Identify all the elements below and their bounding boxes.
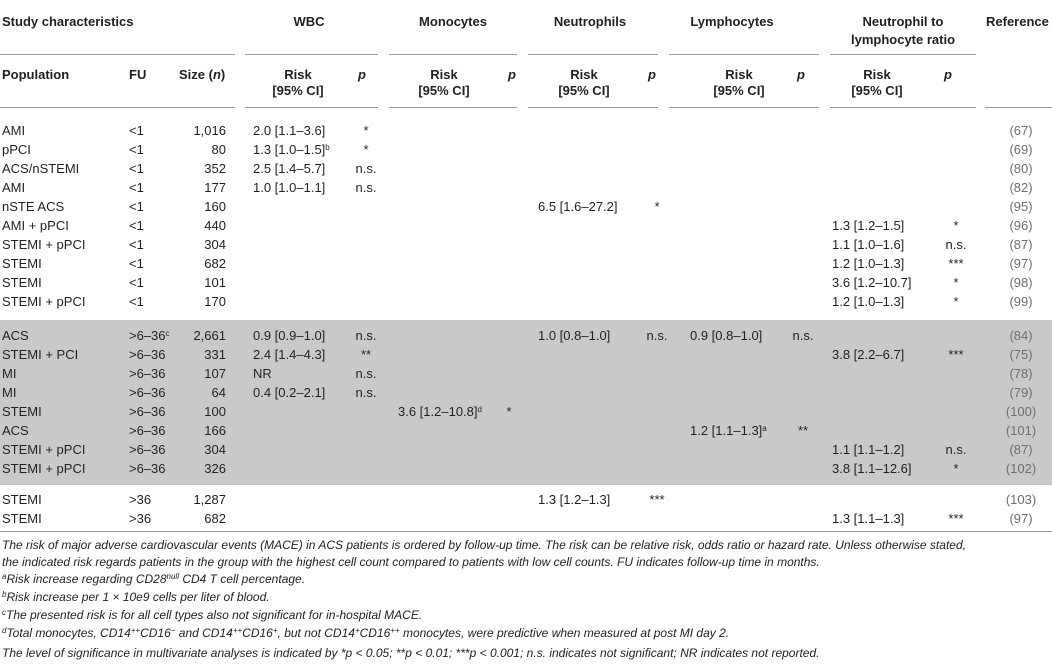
cell-nlr-p: *** <box>948 511 964 526</box>
cell-nlr-risk: 3.8 [1.1–12.6] <box>832 461 912 476</box>
cell-neut-risk: 1.0 [0.8–1.0] <box>538 328 611 343</box>
header-neutrophils: Neutrophils <box>553 14 627 29</box>
cell-wbc-p: n.s. <box>355 366 377 381</box>
header-nlr-line2: lymphocyte ratio <box>850 32 956 47</box>
cell-nlr-p: * <box>953 461 959 476</box>
table-row <box>0 383 1052 402</box>
cell-size: 304 <box>204 442 226 457</box>
subheader-rule-wbc <box>245 107 378 108</box>
cell-nlr-risk: 3.6 [1.2–10.7] <box>832 275 912 290</box>
table-row <box>0 326 1052 345</box>
table-row <box>0 459 1052 478</box>
subheader-wbc-risk: Risk [95% CI] <box>272 67 324 98</box>
header-rule-lymph <box>669 54 819 55</box>
header-rule-study <box>0 54 235 55</box>
cell-wbc-p: * <box>363 123 369 138</box>
cell-wbc-risk: 1.3 $[1.0-1.5]^b$ <box>253 142 330 157</box>
cell-size: 101 <box>204 275 226 290</box>
footnote-marker: b <box>325 143 330 152</box>
cell-reference: (67) <box>1009 123 1033 138</box>
cell-size: 1,287 <box>193 492 226 507</box>
cell-size: 1,016 <box>193 123 226 138</box>
cell-size: 304 <box>204 237 226 252</box>
cell-size: 352 <box>204 161 226 176</box>
cell-wbc-risk: 1.0 [1.0–1.1] <box>253 180 326 195</box>
header-monocytes: Monocytes <box>419 14 487 29</box>
subheader-rule-nlr <box>830 107 976 108</box>
subheader-rule-mono <box>389 107 517 108</box>
cell-reference: (79) <box>1009 385 1033 400</box>
subheader-neut-p: p <box>648 67 656 82</box>
cell-fu: >6–36 <box>129 442 166 457</box>
cell-size: 80 <box>211 142 226 157</box>
table-row <box>0 121 1052 140</box>
subheader-rule-lymph <box>669 107 819 108</box>
table-row <box>0 140 1052 159</box>
cell-nlr-p: * <box>953 218 959 233</box>
cell-wbc-risk: 2.5 [1.4–5.7] <box>253 161 326 176</box>
cell-size: 170 <box>204 294 226 309</box>
footnote-marker: c <box>165 329 170 338</box>
subheader-size: Size (n) <box>179 67 226 82</box>
cell-lymph-p: ** <box>797 423 809 438</box>
cell-fu: <1 <box>129 218 144 233</box>
cell-wbc-p: n.s. <box>355 328 377 343</box>
subheader-fu: FU <box>129 67 147 82</box>
cell-reference: (87) <box>1009 442 1033 457</box>
cell-size: 2,661 <box>193 328 226 343</box>
cell-nlr-p: n.s. <box>945 237 967 252</box>
cell-wbc-p: ** <box>360 347 372 362</box>
table-row <box>0 235 1052 254</box>
subheader-rule-study <box>0 107 235 108</box>
cell-population: STEMI <box>2 404 42 419</box>
cell-reference: (84) <box>1009 328 1033 343</box>
header-rule-mono <box>389 54 517 55</box>
header-nlr-line1: Neutrophil to <box>862 14 944 29</box>
table-row <box>0 273 1052 292</box>
cell-mono-risk: 3.6 $[1.2-10.8]^d$ <box>398 404 482 419</box>
cell-nlr-p: *** <box>948 347 964 362</box>
header-lymphocytes: Lymphocytes <box>690 14 774 29</box>
header-rule-wbc <box>245 54 378 55</box>
cell-lymph-risk: 0.9 [0.8–1.0] <box>690 328 763 343</box>
table-row <box>0 345 1052 364</box>
header-wbc: WBC <box>293 14 325 29</box>
cell-fu: <1 <box>129 275 144 290</box>
cell-reference: (103) <box>1005 492 1037 507</box>
cell-population: ACS/nSTEMI <box>2 161 80 176</box>
cell-population: ACS <box>2 328 29 343</box>
cell-population: ACS <box>2 423 29 438</box>
cell-population: STEMI <box>2 256 42 271</box>
cell-nlr-p: *** <box>948 256 964 271</box>
cell-size: 177 <box>204 180 226 195</box>
cell-nlr-risk: 1.3 [1.1–1.3] <box>832 511 905 526</box>
cell-lymph-risk: 1.2 $[1.1-1.3]^a$ <box>690 423 767 438</box>
cell-nlr-risk: 3.8 [2.2–6.7] <box>832 347 905 362</box>
cell-wbc-p: * <box>363 142 369 157</box>
cell-lymph-p: n.s. <box>792 328 814 343</box>
footnote-significance: The level of significance in multivariate analyses is indicated by *p < 0.05; **p < 0.01; ***p < 0.001; n.s. indicates not significant; NR indicates not reported. <box>2 646 820 660</box>
table-row <box>0 254 1052 273</box>
cell-nlr-risk: 1.1 [1.1–1.2] <box>832 442 905 457</box>
cell-size: 100 <box>204 404 226 419</box>
table-row <box>0 440 1052 459</box>
subheader-rule-neut <box>528 107 658 108</box>
cell-nlr-risk: 1.1 [1.0–1.6] <box>832 237 905 252</box>
cell-fu: >6–36 <box>129 423 166 438</box>
cell-fu: <1 <box>129 199 144 214</box>
cell-nlr-risk: 1.3 [1.2–1.5] <box>832 218 905 233</box>
footnote-b: $^b$Risk increase per 1 × 10e9 cells per liter of blood. <box>2 590 270 604</box>
cell-wbc-risk: NR <box>253 366 272 381</box>
table-row <box>0 216 1052 235</box>
cell-reference: (87) <box>1009 237 1033 252</box>
cell-population: STEMI + PCI <box>2 347 79 362</box>
header-rule-nlr <box>830 54 976 55</box>
cell-population: STEMI + pPCI <box>2 461 86 476</box>
cell-reference: (97) <box>1009 511 1033 526</box>
cell-population: STEMI <box>2 275 42 290</box>
cell-fu: <1 <box>129 123 144 138</box>
subheader-wbc-p: p <box>358 67 366 82</box>
cell-reference: (95) <box>1009 199 1033 214</box>
cell-population: MI <box>2 366 17 381</box>
cell-wbc-risk: 0.4 [0.2–2.1] <box>253 385 326 400</box>
subheader-rule-ref <box>985 107 1052 108</box>
footnote-marker: d <box>477 405 482 414</box>
cell-fu: <1 <box>129 237 144 252</box>
subheader-population: Population <box>2 67 70 82</box>
table-row <box>0 421 1052 440</box>
header-study-characteristics: Study characteristics <box>2 14 134 29</box>
cell-fu: >6–36 <box>129 385 166 400</box>
cell-size: 440 <box>204 218 226 233</box>
table-bottom-rule <box>0 531 1052 532</box>
cell-population: STEMI <box>2 511 42 526</box>
subheader-mono-p: p <box>508 67 516 82</box>
cell-size: 682 <box>204 511 226 526</box>
footnote-intro-2: the indicated risk regards patients in the group with the highest cell count compared to patients with low cell counts. FU indicates follow-up time in months. <box>2 555 820 569</box>
cell-fu: >36 <box>129 492 152 507</box>
cell-nlr-risk: 1.2 [1.0–1.3] <box>832 256 905 271</box>
cell-reference: (78) <box>1009 366 1033 381</box>
cell-neut-risk: 1.3 [1.2–1.3] <box>538 492 611 507</box>
cell-fu: >6–36 <box>129 461 166 476</box>
cell-nlr-risk: 1.2 [1.0–1.3] <box>832 294 905 309</box>
cell-population: nSTE ACS <box>2 199 65 214</box>
cell-fu: >6–36 <box>129 347 166 362</box>
cell-reference: (99) <box>1009 294 1033 309</box>
cell-population: AMI <box>2 123 26 138</box>
subheader-neut-risk: Risk [95% CI] <box>558 67 610 98</box>
cell-size: 107 <box>204 366 226 381</box>
table-row <box>0 178 1052 197</box>
cell-size: 64 <box>211 385 226 400</box>
table-row <box>0 402 1052 421</box>
cell-neut-p: * <box>654 199 660 214</box>
footnote-intro-1: The risk of major adverse cardiovascular events (MACE) in ACS patients is ordered by follow-up time. The risk can be relative risk, odds ratio or hazard rate. Unless otherwise stated, <box>2 538 966 552</box>
subheader-mono-risk: Risk [95% CI] <box>418 67 470 98</box>
cell-reference: (69) <box>1009 142 1033 157</box>
cell-wbc-risk: 2.4 [1.4–4.3] <box>253 347 326 362</box>
cell-reference: (102) <box>1005 461 1037 476</box>
cell-fu: >36 <box>129 511 152 526</box>
cell-nlr-p: n.s. <box>945 442 967 457</box>
cell-fu: >6–36 <box>129 404 166 419</box>
cell-reference: (101) <box>1005 423 1037 438</box>
cell-fu: <1 <box>129 180 144 195</box>
cell-fu: <1 <box>129 294 144 309</box>
cell-reference: (82) <box>1009 180 1033 195</box>
table-row <box>0 159 1052 178</box>
header-reference: Reference <box>986 14 1049 29</box>
cell-reference: (96) <box>1009 218 1033 233</box>
cell-wbc-risk: 2.0 [1.1–3.6] <box>253 123 326 138</box>
cell-population: STEMI + pPCI <box>2 442 86 457</box>
cell-population: pPCI <box>2 142 31 157</box>
cell-nlr-p: * <box>953 294 959 309</box>
cell-fu: <1 <box>129 142 144 157</box>
cell-population: STEMI + pPCI <box>2 294 86 309</box>
footnote-d: $^d$Total monocytes, CD14++CD16− and CD14++CD16+, but not CD14+CD16++ monocytes, were predictive when measured at post MI day 2. <box>2 626 730 640</box>
cell-fu: $>6-36^c$ <box>129 328 170 343</box>
cell-population: STEMI + pPCI <box>2 237 86 252</box>
cell-fu: >6–36 <box>129 366 166 381</box>
cell-size: 331 <box>204 347 226 362</box>
table-row <box>0 490 1052 509</box>
cell-size: 166 <box>204 423 226 438</box>
cell-reference: (75) <box>1009 347 1033 362</box>
cell-neut-risk: 6.5 [1.6–27.2] <box>538 199 618 214</box>
cell-population: AMI <box>2 180 26 195</box>
footnote-marker: a <box>762 424 767 433</box>
subheader-nlr-p: p <box>944 67 952 82</box>
cell-reference: (80) <box>1009 161 1033 176</box>
cell-fu: <1 <box>129 161 144 176</box>
cell-size: 326 <box>204 461 226 476</box>
cell-size: 160 <box>204 199 226 214</box>
header-rule-neut <box>528 54 658 55</box>
cell-neut-p: n.s. <box>646 328 668 343</box>
cell-reference: (97) <box>1009 256 1033 271</box>
subheader-lymph-risk: Risk [95% CI] <box>713 67 765 98</box>
cell-reference: (100) <box>1005 404 1037 419</box>
cell-neut-p: *** <box>649 492 665 507</box>
subheader-nlr-risk: Risk [95% CI] <box>851 67 903 98</box>
cell-wbc-p: n.s. <box>355 385 377 400</box>
cell-population: STEMI <box>2 492 42 507</box>
cell-population: AMI + pPCI <box>2 218 69 233</box>
cell-population: MI <box>2 385 17 400</box>
footnote-c: $^c$The presented risk is for all cell types also not significant for in-hospital MACE. <box>2 608 423 622</box>
table-row <box>0 364 1052 383</box>
table-row <box>0 197 1052 216</box>
subheader-lymph-p: p <box>797 67 805 82</box>
cell-wbc-risk: 0.9 [0.9–1.0] <box>253 328 326 343</box>
cell-fu: <1 <box>129 256 144 271</box>
footnote-a: $^a$Risk increase regarding $CD28^{null}$ CD4 T cell percentage. <box>2 572 306 586</box>
cell-mono-p: * <box>506 404 512 419</box>
cell-wbc-p: n.s. <box>355 161 377 176</box>
cell-reference: (98) <box>1009 275 1033 290</box>
cell-wbc-p: n.s. <box>355 180 377 195</box>
table-row <box>0 292 1052 311</box>
cell-nlr-p: * <box>953 275 959 290</box>
cell-size: 682 <box>204 256 226 271</box>
table-row <box>0 509 1052 528</box>
